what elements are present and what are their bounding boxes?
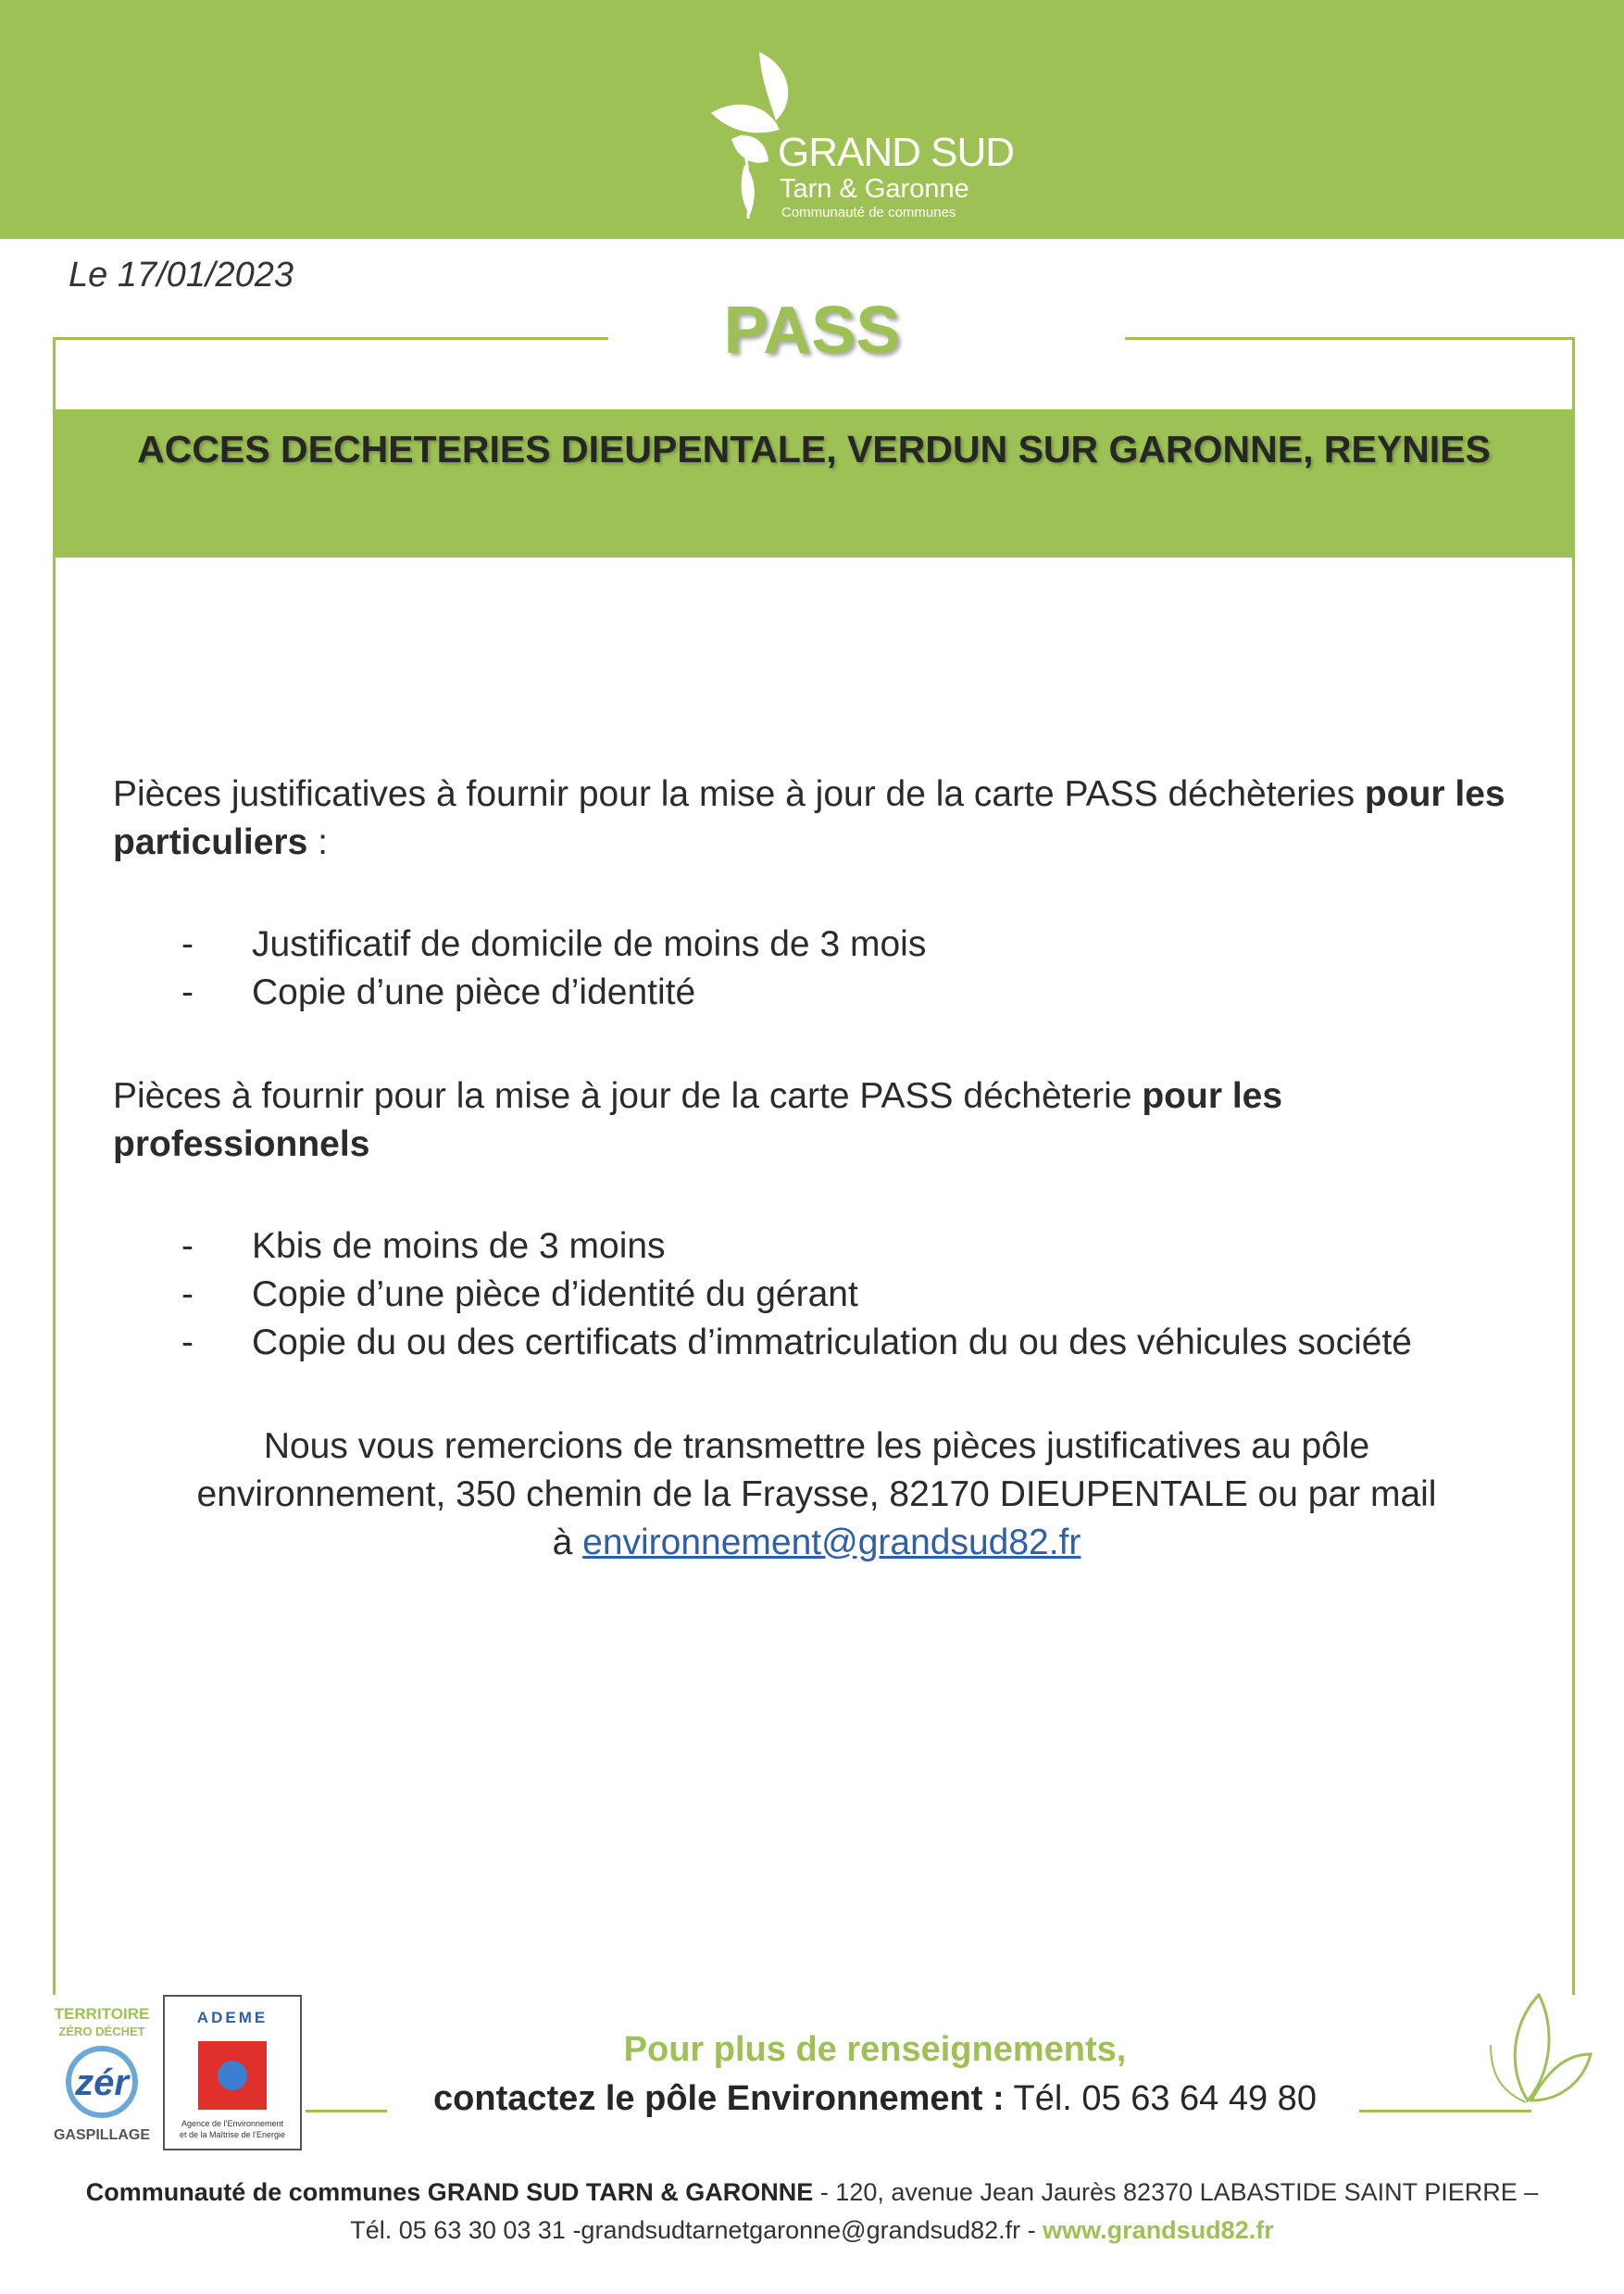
frame-top-right	[1125, 337, 1575, 340]
logo-text-zer: zér	[75, 2062, 129, 2103]
footer-contact	[37, 2216, 1587, 2245]
contact-prefix: à	[552, 1523, 583, 1562]
footer-address	[37, 2178, 1587, 2207]
logo-tagline: Communauté de communes	[781, 205, 956, 220]
bullet-dash: -	[181, 1322, 194, 1362]
logo-title: GRAND SUD	[778, 130, 1015, 175]
bullet-dash: -	[181, 1274, 194, 1314]
intro-particuliers	[113, 771, 1520, 867]
document-date: Le 17/01/2023	[69, 256, 294, 295]
intro-text: Pièces à fournir pour la mise à jour de la carte PASS déchèterie	[113, 1076, 1143, 1116]
leaf-decoration-icon	[1454, 1989, 1593, 2110]
list-item-text: Kbis de moins de 3 moins	[252, 1226, 666, 1266]
ademe-caption-1: Agence de l’Environnement	[181, 2119, 284, 2128]
bullet-dash: -	[181, 972, 194, 1012]
list-item-text: Copie d’une pièce d’identité	[252, 972, 696, 1012]
banner-heading: ACCES DECHETERIES DIEUPENTALE, VERDUN SUR GARONNE, REYNIES	[137, 428, 1491, 470]
ademe-caption-2: et de la Maîtrise de l’Energie	[179, 2130, 286, 2139]
frame-right	[1572, 337, 1575, 1995]
frame-top-left	[53, 337, 608, 340]
ademe-logo	[163, 1995, 302, 2150]
list-item	[181, 969, 1478, 1017]
contact-paragraph	[113, 1423, 1520, 1567]
list-item	[181, 1222, 1478, 1271]
footer-website-link[interactable]: www.grandsud82.fr	[1043, 2216, 1274, 2244]
list-item	[181, 1271, 1478, 1319]
list-item-text: Copie du ou des certificats d’immatriculation du ou des véhicules société	[252, 1322, 1412, 1362]
info-phone: Tél. 05 63 64 49 80	[1004, 2079, 1317, 2118]
list-item-text: Copie d’une pièce d’identité du gérant	[252, 1274, 858, 1314]
bullet-dash: -	[181, 1226, 194, 1266]
territoire-zero-dechet-logo	[52, 1999, 152, 2154]
info-rule-right	[1359, 2110, 1531, 2112]
email-link[interactable]: environnement@grandsud82.fr	[582, 1523, 1081, 1562]
intro-end: :	[307, 822, 328, 862]
grand-sud-logo	[704, 46, 1015, 232]
bullet-dash: -	[181, 924, 194, 964]
logo-text-zero-dechet: ZÉRO DÉCHET	[58, 2024, 145, 2038]
info-rule-left	[306, 2110, 387, 2112]
logo-text-territoire: TERRITOIRE	[54, 2005, 150, 2023]
intro-text: Pièces justificatives à fournir pour la mise à jour de la carte PASS déchèteries	[113, 774, 1365, 814]
list-item	[181, 1319, 1478, 1367]
logo-text-gaspillage: GASPILLAGE	[53, 2127, 151, 2143]
frame-left	[53, 337, 56, 1995]
contact-line-3	[113, 1519, 1520, 1567]
footer-address-text: - 120, avenue Jean Jaurès 82370 LABASTIDE SAINT PIERRE –	[813, 2178, 1539, 2206]
info-contact-bold: contactez le pôle Environnement :	[433, 2079, 1005, 2118]
footer-phone-email: Tél. 05 63 30 03 31 -grandsudtarnetgaronne@grandsud82.fr -	[350, 2216, 1043, 2244]
contact-line-2: environnement, 350 chemin de la Fraysse, 82170 DIEUPENTALE ou par mail	[196, 1474, 1437, 1514]
list-item-text: Justificatif de domicile de moins de 3 mois	[252, 924, 927, 964]
intro-bold: pour les professionnels	[113, 1076, 1283, 1164]
intro-professionnels	[113, 1072, 1428, 1169]
contact-line-1: Nous vous remercions de transmettre les pièces justificatives au pôle	[263, 1426, 1370, 1466]
footer-org: Communauté de communes GRAND SUD TARN & GARONNE	[85, 2178, 814, 2206]
ademe-text: ADEME	[196, 2009, 269, 2026]
page-title: PASS	[723, 294, 901, 368]
info-contact-line	[352, 2079, 1398, 2119]
logo-subtitle: Tarn & Garonne	[780, 174, 969, 204]
info-heading: Pour plus de renseignements,	[623, 2030, 1127, 2069]
intro-bold: pour les particuliers	[113, 774, 1505, 862]
list-item	[181, 921, 1478, 969]
